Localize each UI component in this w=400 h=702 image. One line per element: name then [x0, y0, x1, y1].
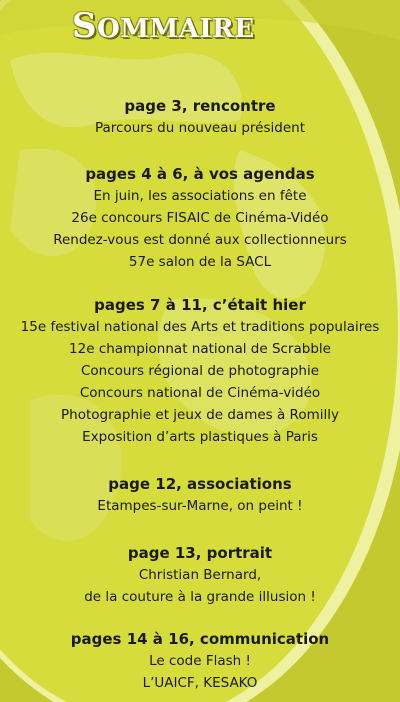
section-line: de la couture à la grande illusion ! [84, 589, 316, 605]
section-agendas [0, 163, 400, 273]
section-heading[interactable]: pages 14 à 16, communication [70, 630, 330, 648]
section-portrait [0, 542, 400, 608]
section-heading[interactable]: page 3, rencontre [124, 97, 276, 115]
section-line: Christian Bernard, [138, 567, 262, 583]
section-line: Etampes-sur-Marne, on peint ! [97, 498, 303, 514]
section-line: Le code Flash ! [149, 653, 251, 669]
section-rencontre [0, 95, 400, 139]
page-title [72, 6, 255, 46]
section-heading[interactable]: page 13, portrait [127, 544, 273, 562]
section-line: Concours régional de photographie [80, 363, 320, 379]
title-initial: S [72, 6, 98, 46]
section-line: Exposition d’arts plastiques à Paris [82, 429, 318, 445]
section-line: Photographie et jeux de dames à Romilly [61, 407, 339, 423]
section-line: 26e concours FISAIC de Cinéma-Vidéo [71, 210, 329, 226]
section-line: 12e championnat national de Scrabble [69, 341, 331, 357]
section-line: En juin, les associations en fête [93, 188, 307, 204]
section-line: Rendez-vous est donné aux collectionneurs [53, 232, 347, 248]
section-heading[interactable]: pages 7 à 11, c’était hier [94, 296, 306, 314]
section-communication [0, 628, 400, 694]
section-heading[interactable]: pages 4 à 6, à vos agendas [85, 165, 315, 183]
title-rest: OMMAIRE [97, 14, 255, 44]
section-line: L’UAICF, KESAKO [142, 675, 258, 691]
section-line: 57e salon de la SACL [128, 254, 272, 270]
section-line: Parcours du nouveau président [94, 120, 305, 136]
section-associations [0, 473, 400, 517]
section-etait-hier [0, 294, 400, 448]
section-line: Concours national de Cinéma-vidéo [79, 385, 321, 401]
section-line: 15e festival national des Arts et traditions populaires [20, 319, 380, 335]
section-heading[interactable]: page 12, associations [108, 475, 292, 493]
